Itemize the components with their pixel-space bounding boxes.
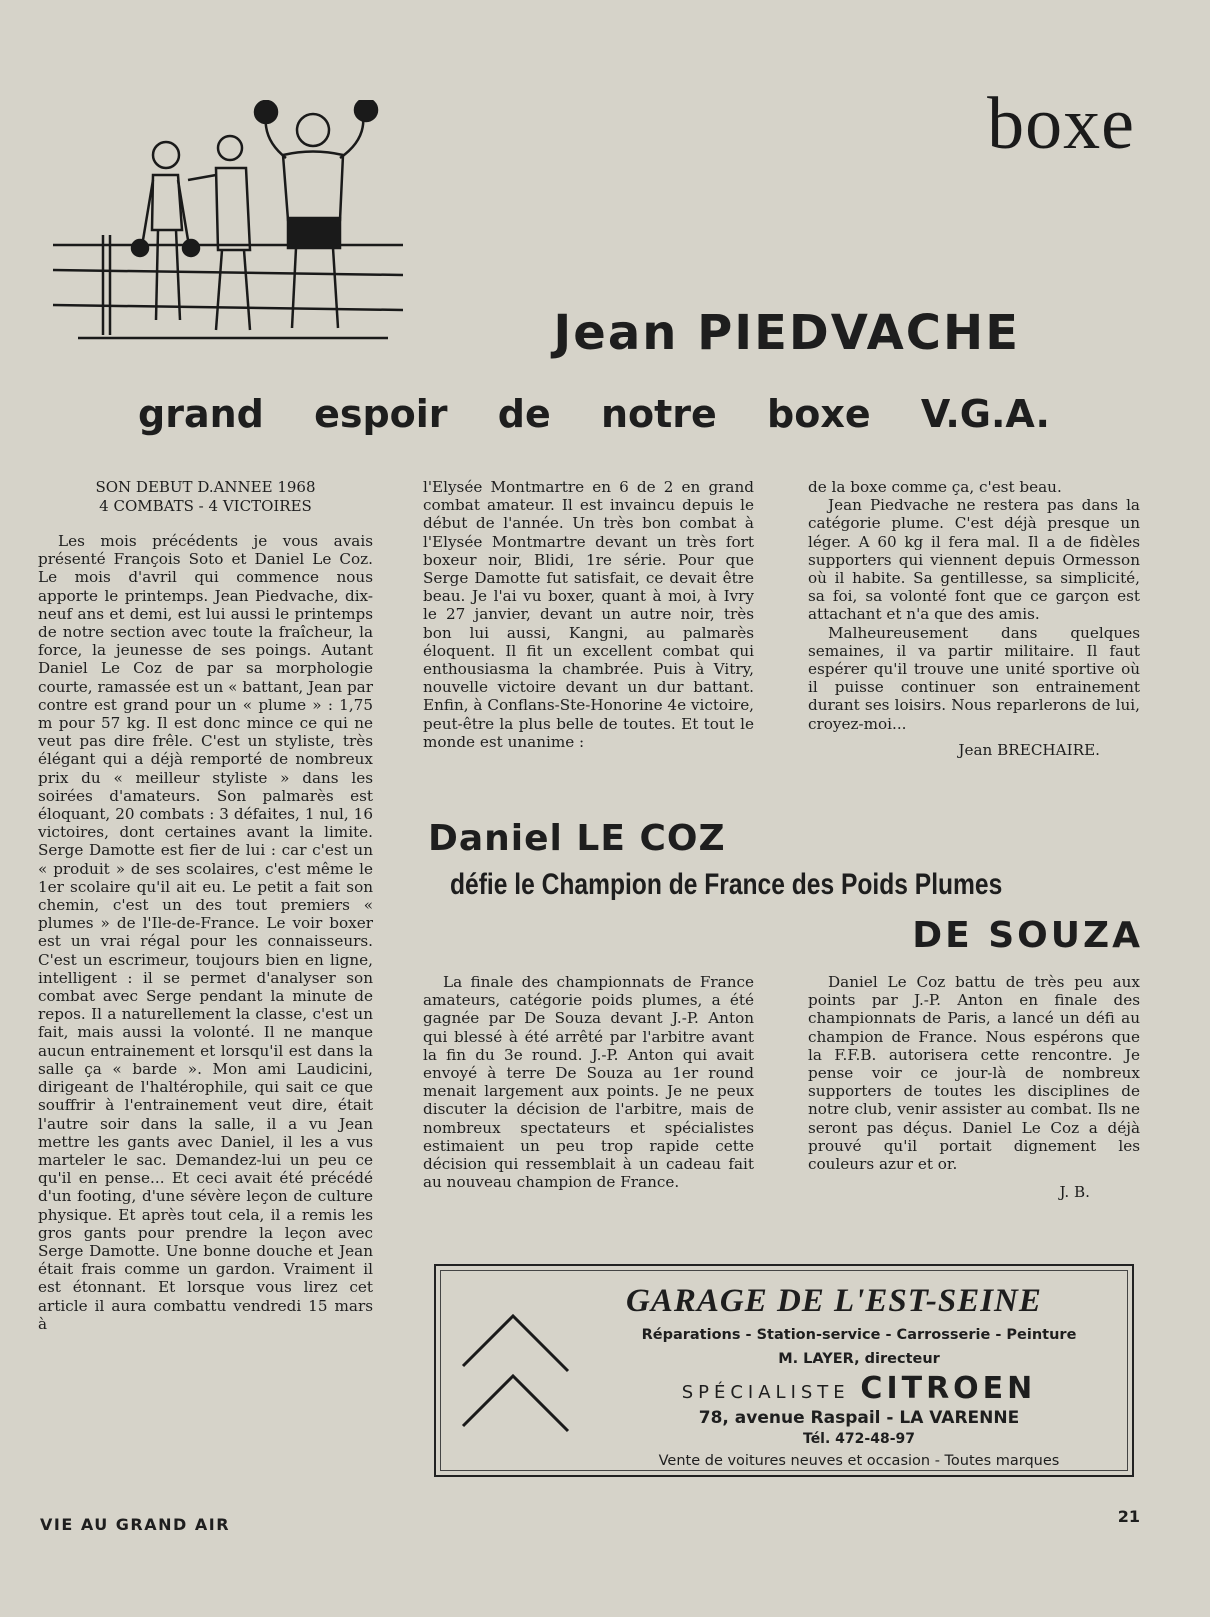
subtitle-word: notre xyxy=(600,392,717,436)
section-tag: boxe xyxy=(987,83,1135,165)
article-title: Jean PIEDVACHE xyxy=(553,305,1020,361)
body-paragraph: Daniel Le Coz battu de très peu aux points par J.-P. Anton en finale des championnats de Paris, a lancé un défi au champion de France. Nous espérons que la F.F.B. autorisera cette rencontre. Je pense voir ce jour-là de nombreux supporters de toutes les disciplines de notre club, venir assister au combat. Ils ne seront pas déçus. Daniel Le Coz a déjà prouvé qu'il portait dignement les couleurs azur et or. xyxy=(808,973,1140,1174)
author-signature: J. B. xyxy=(1059,1183,1090,1202)
dateline-line-1: SON DEBUT D.ANNEE 1968 xyxy=(95,478,316,496)
article-subtitle xyxy=(138,392,1050,436)
article-column-3 xyxy=(808,478,1140,759)
body-paragraph: Les mois précédents je vous avais présenté François Soto et Daniel Le Coz. Le mois d'avril qui commence nous apporte le printemps. Jean Piedvache, dix-neuf ans et demi, est lui aussi le printemps de notre section avec toute la fraîcheur, la force, la jeunesse de ses poings. Autant Daniel Le Coz de par sa morphologie courte, ramassée est un « battant, Jean par contre est grand pour un « plume » : 1,75 m pour 57 kg. Il est donc mince ce qui ne veut pas dire frêle. C'est un styliste, très élégant qui a déjà remporté de nombreux prix du « meilleur styliste » dans les soirées d'amateurs. Son palmarès est éloquant, 20 combats : 3 défaites, 1 nul, 16 victoires, dont certaines avant la limite. Serge Damotte est fier de lui : car c'est un « produit » de ses scolaires, c'est même le 1er scolaire qu'il ait eu. Le petit a fait son chemin, c'est un des tout premiers « plumes » de l'Ile-de-France. Le voir boxer est un vrai régal pour les connaisseurs. C'est un escrimeur, toujours bien en ligne, intelligent : il se permet d'analyser son combat avec Serge pendant la minute de repos. Il a naturellement la classe, c'est un fait, mais aussi la volonté. Il ne manque aucun entrainement et lorsqu'il est dans la salle ça « barde ». Mon ami Laudicini, dirigeant de l'haltérophile, qui sait ce que souffrir à l'entrainement veut dire, était l'autre soir dans la salle, il a vu Jean mettre les gants avec Daniel, il les a vus marteler le sac. Demandez-lui un peu ce qu'il en pense... Et ceci avait été précédé d'un footing, d'une sévère leçon de culture physique. Et après tout cela, il a remis les gros gants pour prendre la leçon avec Serge Damotte. Une bonne douche et Jean était frais comme un gardon. Vraiment il est étonnant. Et lorsque vous lirez cet article il aura combattu vendredi 15 mars à xyxy=(38,532,373,1333)
ad-address: 78, avenue Raspail - LA VARENNE xyxy=(698,1408,1020,1428)
boxing-ring-illustration xyxy=(48,100,408,360)
ad-specialist-label: SPÉCIALISTE xyxy=(681,1382,850,1403)
article-column-2 xyxy=(423,478,754,751)
subtitle-word: de xyxy=(497,392,551,436)
dateline xyxy=(38,478,373,516)
body-paragraph: Jean Piedvache ne restera pas dans la catégorie plume. C'est déjà presque un léger. A 60 kg il fera mal. Il a de fidèles supporters qui viennent depuis Ormesson où il habite. Sa gentillesse, sa simplicité, sa foi, sa volonté font que ce garçon est attachant et n'a que des amis. xyxy=(808,496,1140,624)
body-paragraph: l'Elysée Montmartre en 6 de 2 en grand combat amateur. Il est invaincu depuis le début de l'année. Un très bon combat à l'Elysée Montmartre devant un très fort boxeur noir, Blidi, 1re série. Pour que Serge Damotte fut satisfait, ce devait être beau. Je l'ai vu boxer, quant à moi, à Ivry le 27 janvier, devant un autre noir, très bon lui aussi, Kangni, au palmarès éloquent. Il fit un excellent combat qui enthousiasma la chambrée. Puis à Vitry, nouvelle victoire devant un dur battant. Enfin, à Conflans-Ste-Honorine 4e victoire, peut-être la plus belle de toutes. Et tout le monde est unanime : xyxy=(423,478,755,751)
ad-title: GARAGE DE L'EST-SEINE xyxy=(626,1283,1042,1319)
ad-sales: Vente de voitures neuves et occasion - Toutes marques xyxy=(658,1453,1060,1469)
magazine-name: VIE AU GRAND AIR xyxy=(40,1515,231,1534)
ad-specialist xyxy=(601,1371,1117,1406)
ad-brand: CITROEN xyxy=(860,1371,1037,1406)
ad-director: M. LAYER, directeur xyxy=(778,1351,940,1367)
ad-phone: Tél. 472-48-97 xyxy=(803,1431,915,1447)
subtitle-word: boxe xyxy=(767,392,871,436)
page-number: 21 xyxy=(1117,1507,1140,1526)
subtitle-word: grand xyxy=(138,392,264,436)
citroen-chevron-icon xyxy=(453,1306,583,1446)
body-paragraph: Malheureusement dans quelques semaines, il va partir militaire. Il faut espérer qu'il trouve une unité sportive où il puisse continuer son entrainement durant ses loisirs. Nous reparlerons de lui, croyez-moi... xyxy=(808,623,1140,733)
garage-advertisement xyxy=(434,1264,1134,1477)
article2-title: Daniel LE COZ xyxy=(428,818,726,859)
article2-subtitle: défie le Champion de France des Poids Plumes xyxy=(450,868,1003,901)
author-signature: Jean BRECHAIRE. xyxy=(958,740,1100,759)
ad-services: Réparations - Station-service - Carrosserie - Peinture xyxy=(641,1327,1077,1343)
dateline-line-2: 4 COMBATS - 4 VICTOIRES xyxy=(99,497,312,515)
article-column-1 xyxy=(38,478,373,1333)
article2-column-1 xyxy=(423,973,754,1191)
subtitle-word: espoir xyxy=(314,392,448,436)
article2-title-2: DE SOUZA xyxy=(912,915,1143,956)
body-paragraph: La finale des championnats de France amateurs, catégorie poids plumes, a été gagnée par De Souza devant J.-P. Anton qui blessé à été arrêté par l'arbitre avant la fin du 3e round. J.-P. Anton qui avait envoyé à terre De Souza au 1er round menait largement aux points. Je ne peux discuter la décision de l'arbitre, mais de nombreux spectateurs et spécialistes estimaient un peu trop rapide cette décision qui ressemblait à un cadeau fait au nouveau champion de France. xyxy=(423,973,754,1192)
article2-column-2 xyxy=(808,973,1140,1201)
subtitle-word: V.G.A. xyxy=(920,392,1050,436)
body-paragraph: de la boxe comme ça, c'est beau. xyxy=(808,478,1062,496)
